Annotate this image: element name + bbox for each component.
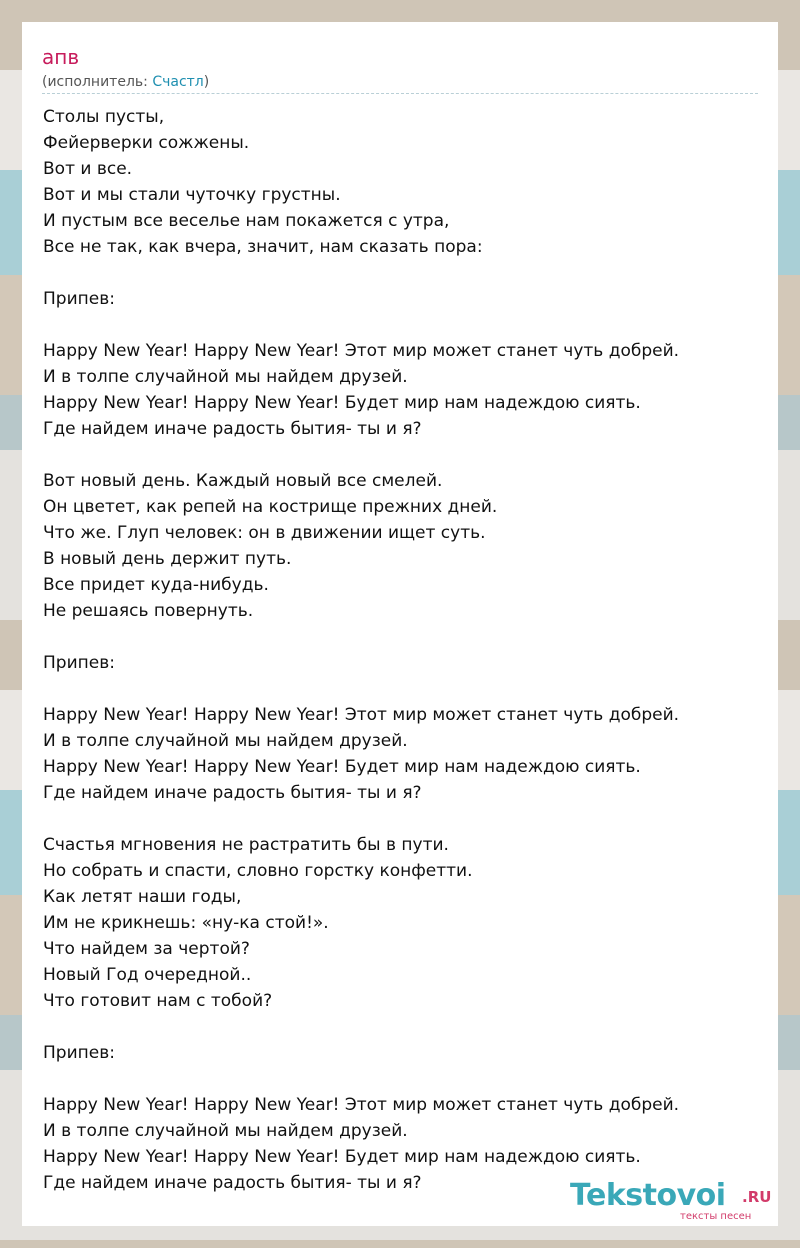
site-logo[interactable]	[570, 1178, 780, 1222]
lyrics-card	[22, 22, 778, 1226]
artist-link[interactable]: Счастл	[152, 74, 204, 90]
artist-prefix: (исполнитель:	[42, 74, 153, 90]
artist-line	[42, 73, 209, 91]
logo-tagline: тексты песен	[680, 1211, 752, 1222]
title-divider	[42, 93, 758, 94]
artist-suffix: )	[203, 74, 210, 90]
lyrics-text: Столы пусты, Фейерверки сожжены. Вот и все. Вот и мы стали чуточку грустны. И пустым все веселье нам покажется с утра, Все не так, как вчера, значит, нам сказать пора: Припев: Happy New Year! Happy New Year! Этот мир может станет чуть добрей. И в толпе случайной мы найдем друзей. Happy New Year! Happy New Year! Будет мир нам надеждою сиять. Где найдем иначе радость бытия- ты и я? Вот новый день. Каждый новый все смелей. Он цветет, как репей на кострище прежних дней. Что же. Глуп человек: он в движении ищет суть. В новый день держит путь. Все придет куда-нибудь. Не решаясь повернуть. Припев: Happy New Year! Happy New Year! Этот мир может станет чуть добрей. И в толпе случайной мы найдем друзей. Happy New Year! Happy New Year! Будет мир нам надеждою сиять. Где найдем иначе радость бытия- ты и я? Счастья мгновения не растратить бы в пути. Но собрать и спасти, словно горстку конфетти. Как летят наши годы, Им не крикнешь: «ну-ка стой!». Что найдем за чертой? Новый Год очередной.. Что готовит нам с тобой? Припев: Happy New Year! Happy New Year! Этот мир может станет чуть добрей. И в толпе случайной мы найдем друзей. Happy New Year! Happy New Year! Будет мир нам надеждою сиять. Где найдем иначе радость бытия- ты и я?	[43, 107, 680, 1193]
song-title: апв	[42, 45, 80, 69]
logo-domain: .RU	[742, 1188, 772, 1206]
logo-wordmark: Tekstovoi	[570, 1178, 726, 1213]
